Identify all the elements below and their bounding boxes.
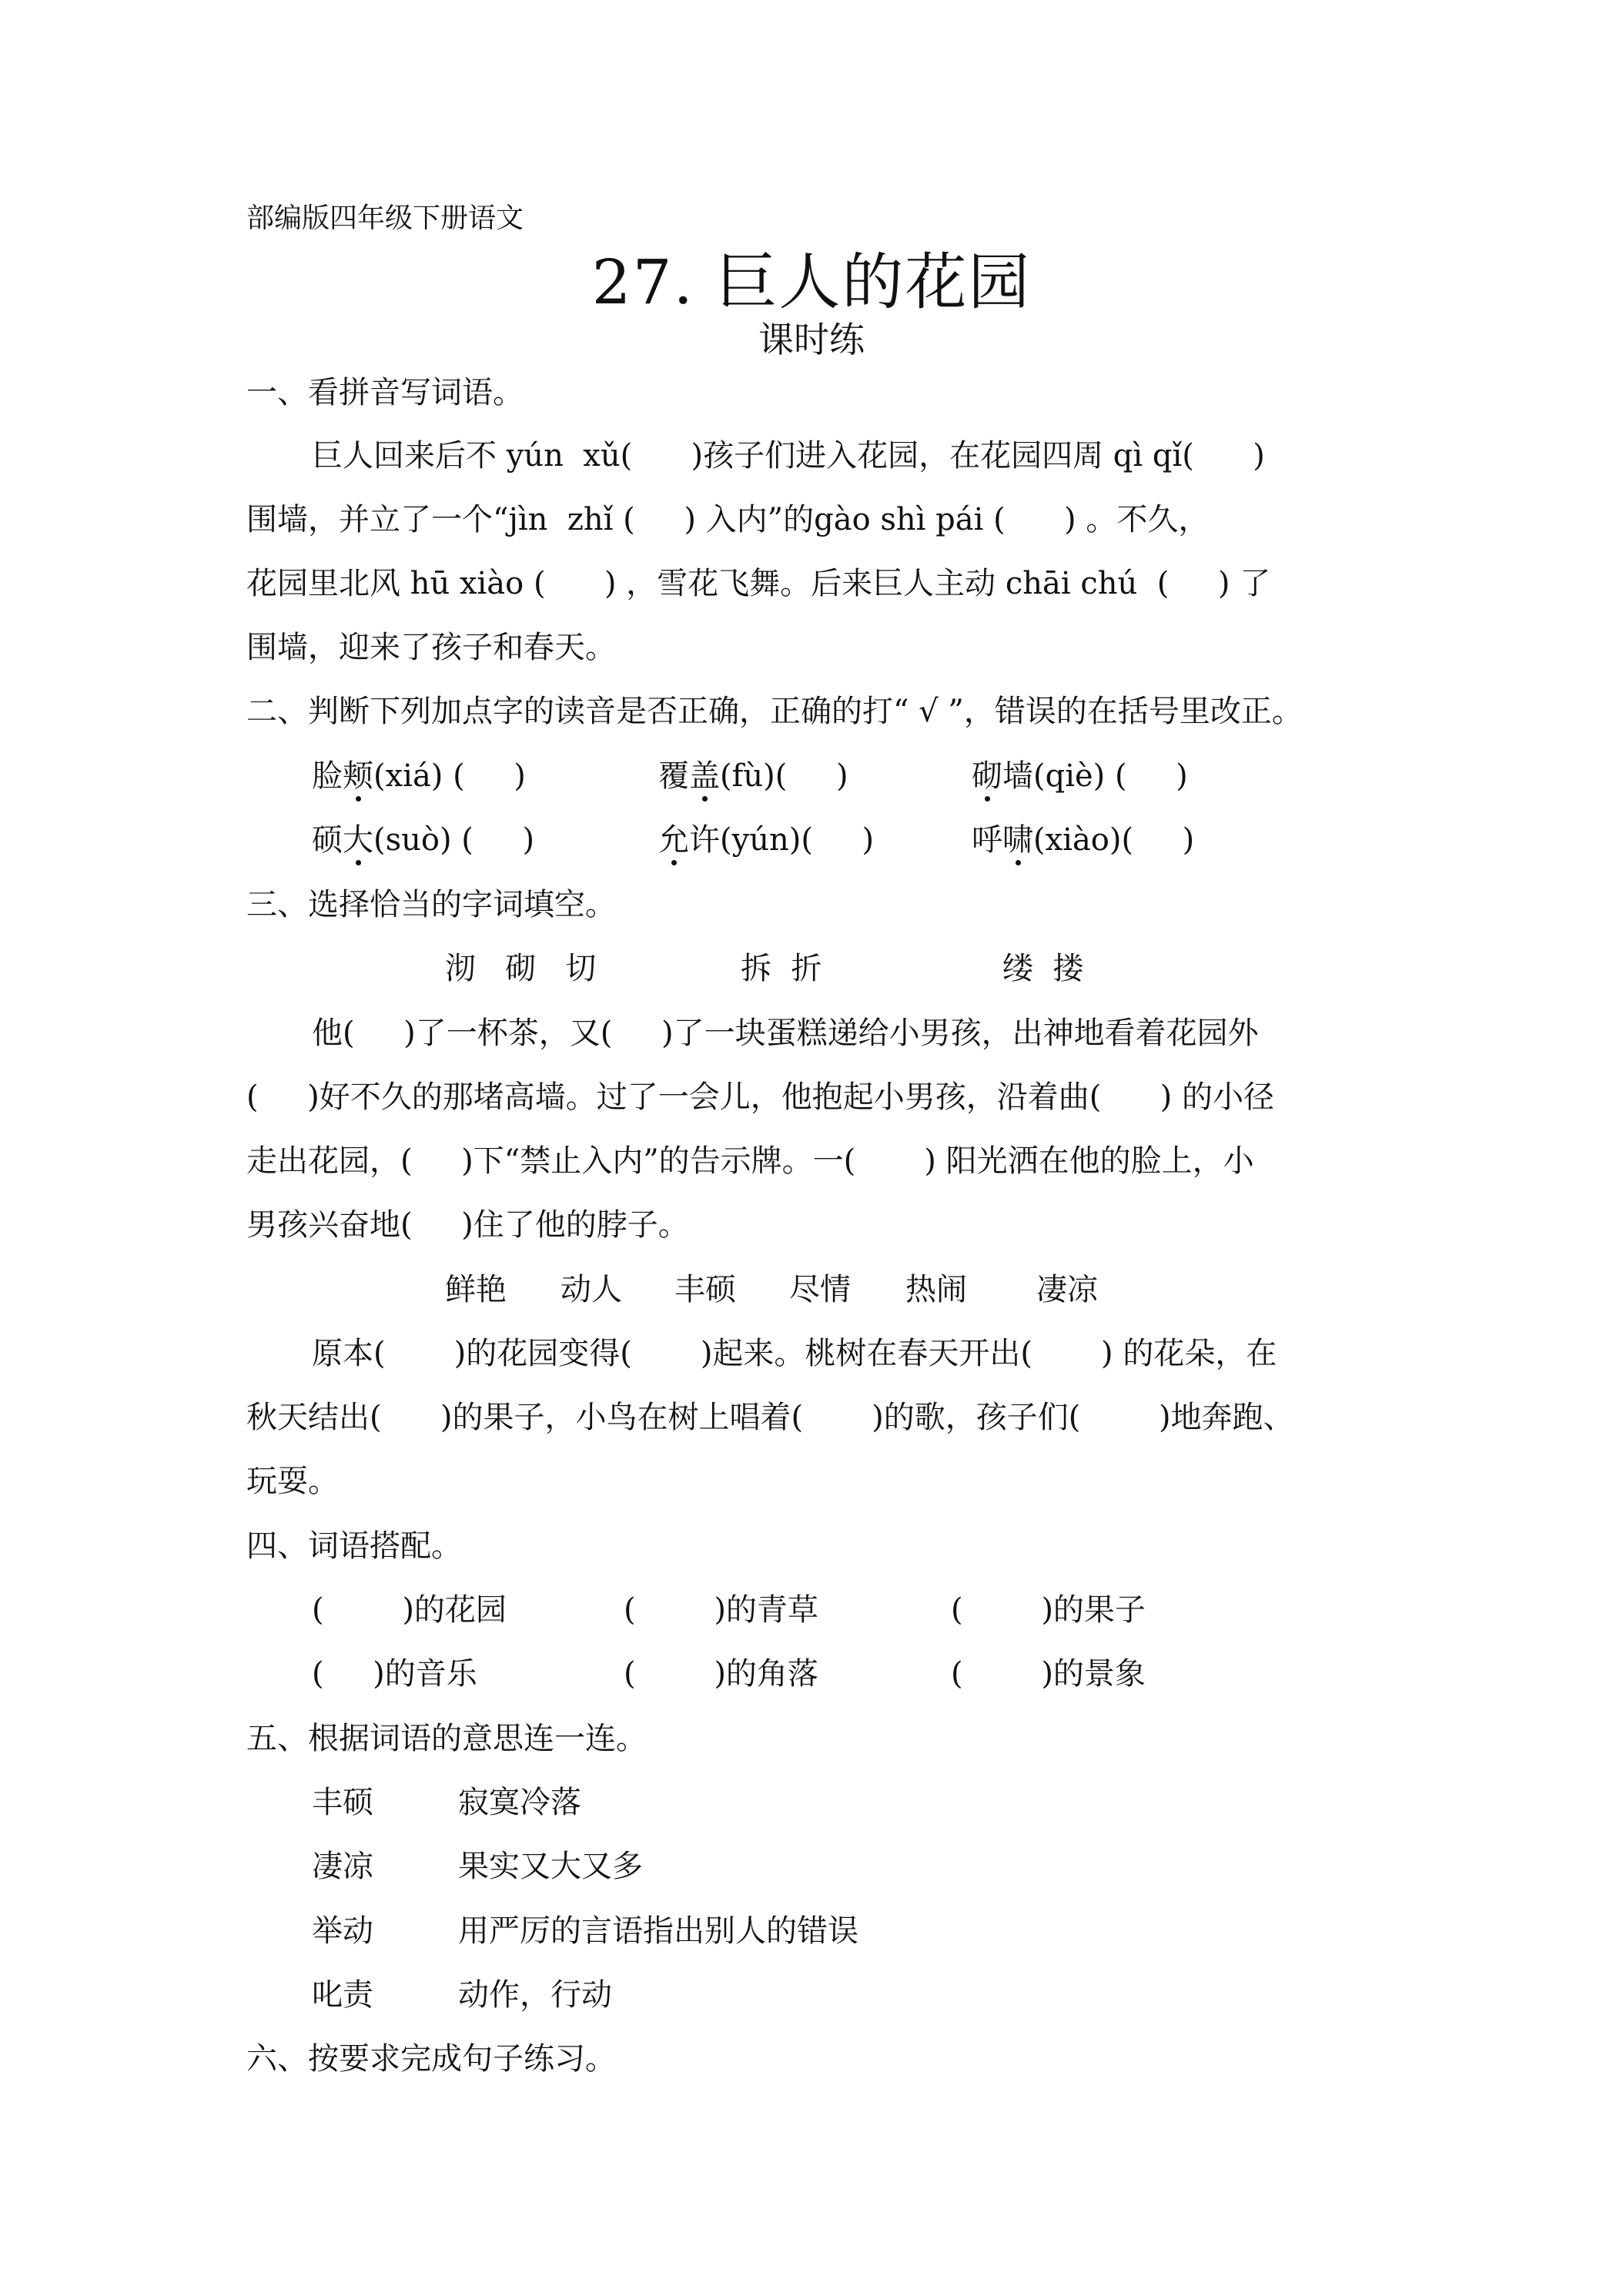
choice-group: 拆 折 (741, 951, 822, 986)
collocation-item: ( )的音乐 (312, 1656, 477, 1692)
pronunciation-item (972, 751, 1188, 795)
section-1-heading: 一、看拼音写词语。 (246, 375, 524, 410)
section-3-line: 走出花园，( )下“禁止入内”的告示牌。一( ) 阳光洒在他的脸上，小 (246, 1143, 1254, 1179)
section-3-line: ( )好不久的那堵高墙。过了一会儿，他抱起小男孩，沿着曲( ) 的小径 (246, 1079, 1274, 1115)
section-3-line: 男孩兴奋地( )住了他的脖子。 (246, 1207, 689, 1243)
dotted-char: 啸 (1002, 822, 1033, 858)
section-5-heading: 五、根据词语的意思连一连。 (246, 1721, 647, 1756)
section-6-heading: 六、按要求完成句子练习。 (246, 2041, 616, 2077)
dotted-char: 砌 (972, 758, 1002, 794)
match-meaning: 寂寞冷落 (458, 1785, 581, 1820)
match-word: 凄凉 (312, 1849, 373, 1884)
section-3-line: 秋天结出( )的果子，小鸟在树上唱着( )的歌，孩子们( )地奔跑、 (246, 1400, 1294, 1435)
item-pre: 脸 (312, 758, 343, 794)
item-post: (xiào)( ) (1033, 822, 1195, 858)
dotted-char: 大 (343, 822, 373, 858)
match-meaning: 动作，行动 (458, 1977, 612, 2013)
dotted-char: 颊 (343, 758, 373, 794)
match-word: 举动 (312, 1913, 373, 1949)
section-3-heading: 三、选择恰当的字词填空。 (246, 887, 616, 922)
choice-word: 动人 (561, 1272, 622, 1307)
section-1-line: 巨人回来后不 yún xǔ( )孩子们进入花园，在花园四周 qì qǐ( ) (312, 438, 1265, 474)
choice-group: 沏 砌 切 (445, 951, 597, 986)
pronunciation-item (312, 815, 534, 859)
pronunciation-item (658, 751, 848, 795)
item-post: (suò) ( ) (373, 822, 535, 858)
match-word: 丰硕 (312, 1785, 373, 1820)
page-title: 27. 巨人的花园 (591, 246, 1032, 318)
match-meaning: 果实又大又多 (458, 1849, 643, 1884)
item-post: 墙(qiè) ( ) (1002, 758, 1188, 794)
item-pre: 硕 (312, 822, 343, 858)
match-meaning: 用严厉的言语指出别人的错误 (458, 1913, 858, 1949)
section-1-line: 围墙，并立了一个“jìn zhǐ ( ) 入内”的gào shì pái ( ) 。不久， (246, 502, 1210, 537)
choice-word: 鲜艳 (445, 1272, 507, 1307)
pronunciation-item (972, 815, 1194, 859)
page-subtitle: 课时练 (758, 319, 865, 360)
choice-word: 丰硕 (674, 1272, 736, 1307)
item-pre: 覆 (658, 758, 689, 794)
section-1-line: 花园里北风 hū xiào ( ) ，雪花飞舞。后来巨人主动 chāi chú ( ) 了 (246, 566, 1271, 601)
item-post: 许(yún)( ) (689, 822, 875, 858)
choice-word: 热闹 (905, 1272, 967, 1307)
section-3-line: 他( )了一杯茶，又( )了一块蛋糕递给小男孩，出神地看着花园外 (312, 1016, 1259, 1051)
collocation-item: ( )的景象 (951, 1656, 1146, 1692)
section-4-heading: 四、词语搭配。 (246, 1528, 462, 1564)
section-2-heading: 二、判断下列加点字的读音是否正确，正确的打“ √ ”，错误的在括号里改正。 (246, 694, 1303, 729)
item-post: (xiá) ( ) (373, 758, 526, 794)
collocation-item: ( )的角落 (624, 1656, 818, 1692)
choice-word: 尽情 (789, 1272, 851, 1307)
item-pre: 呼 (972, 822, 1002, 858)
pronunciation-item (658, 815, 874, 859)
section-1-line: 围墙，迎来了孩子和春天。 (246, 630, 616, 665)
pronunciation-item (312, 751, 526, 795)
collocation-item: ( )的花园 (312, 1592, 507, 1628)
series-label: 部编版四年级下册语文 (246, 202, 524, 234)
dotted-char: 盖 (689, 758, 720, 794)
item-post: (fù)( ) (720, 758, 848, 794)
choice-word: 凄凉 (1036, 1272, 1098, 1307)
section-3-line: 玩耍。 (246, 1464, 339, 1499)
dotted-char: 允 (658, 822, 689, 858)
collocation-item: ( )的果子 (951, 1592, 1146, 1628)
collocation-item: ( )的青草 (624, 1592, 818, 1628)
match-word: 叱责 (312, 1977, 373, 2013)
section-3-line: 原本( )的花园变得( )起来。桃树在春天开出( ) 的花朵，在 (312, 1336, 1277, 1371)
choice-group: 缕 搂 (1002, 951, 1084, 986)
